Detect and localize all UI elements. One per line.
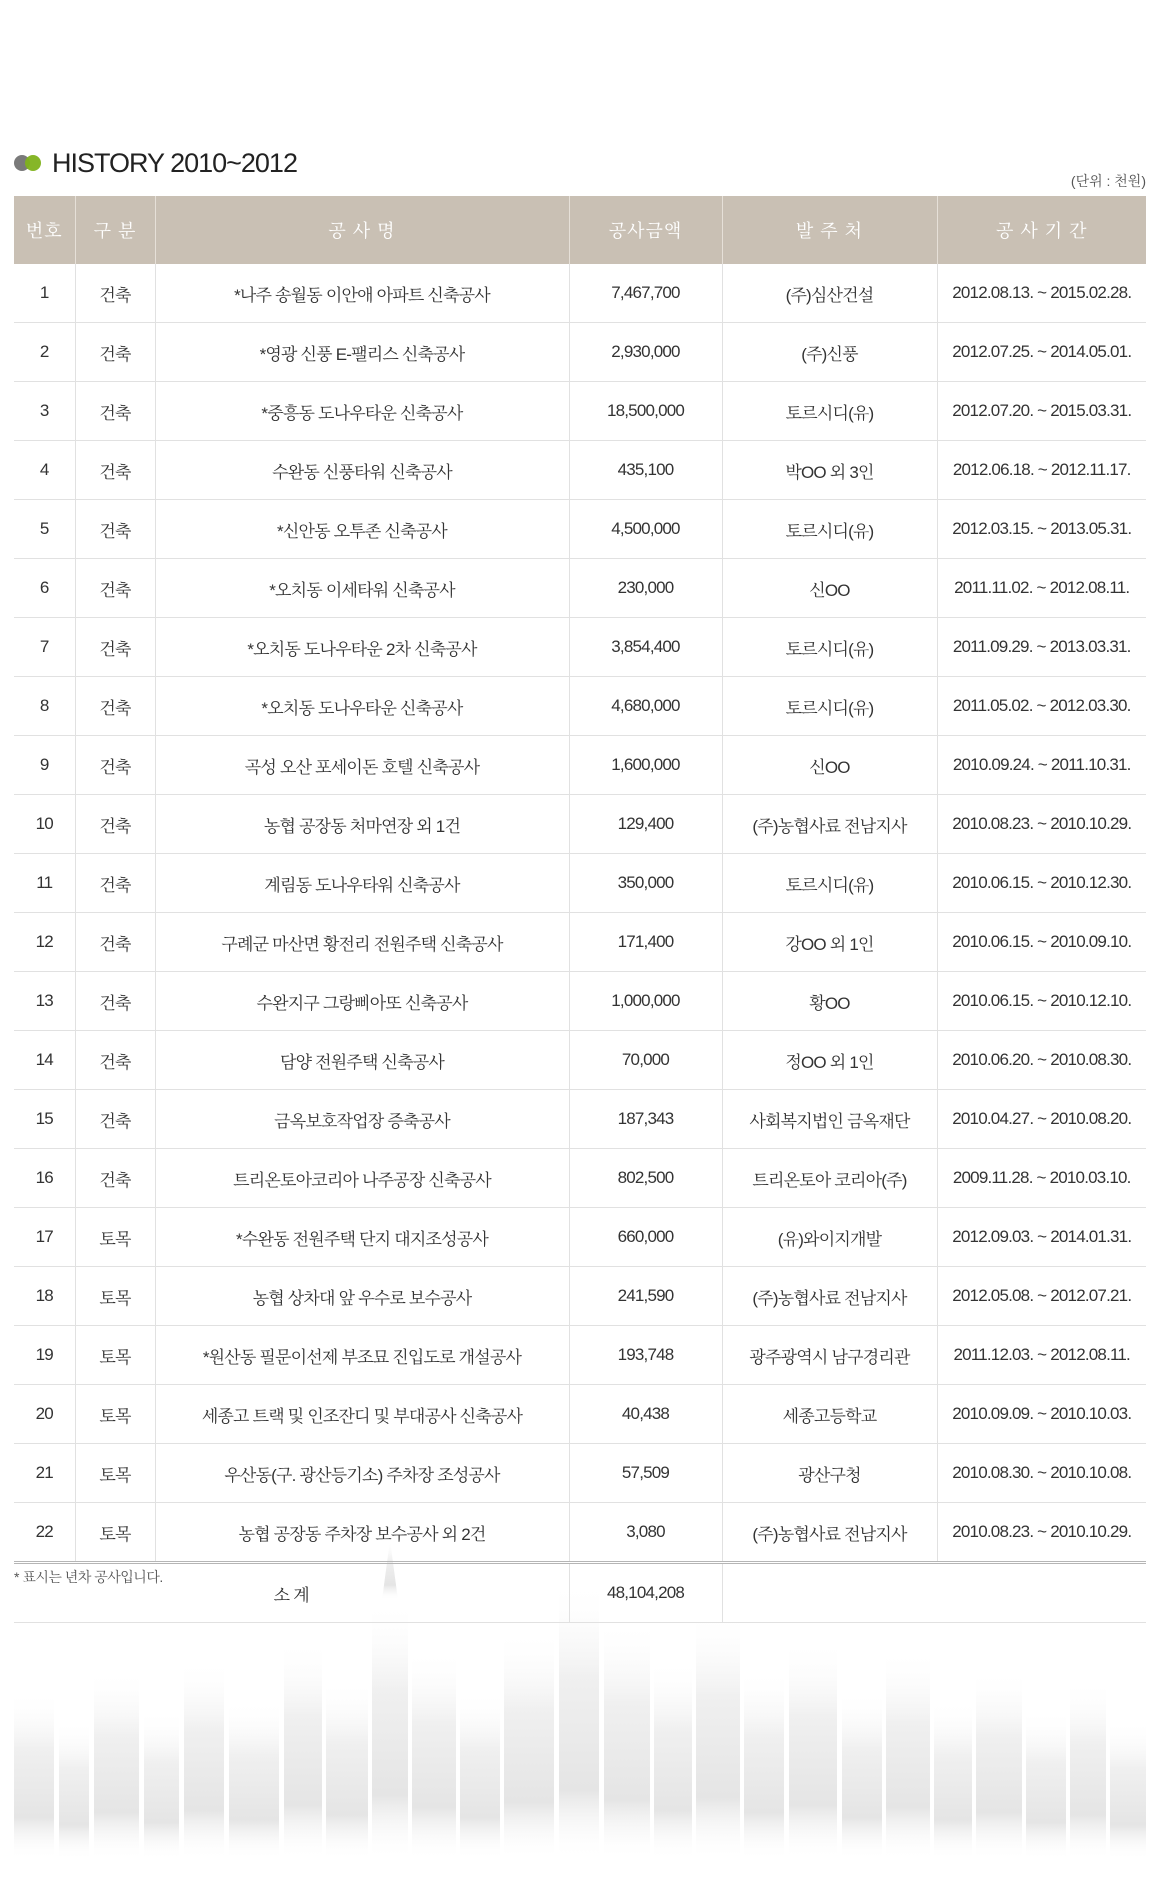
- cell-amount: 57,509: [569, 1444, 722, 1503]
- cell-project: *오치동 도나우타운 신축공사: [155, 677, 569, 736]
- cell-period: 2010.06.15. ~ 2010.12.30.: [937, 854, 1146, 913]
- table-row: [14, 1444, 1146, 1503]
- cell-amount: 40,438: [569, 1385, 722, 1444]
- cell-category: 건축: [75, 677, 155, 736]
- table-header: [14, 196, 1146, 264]
- cell-project: 수완동 신풍타워 신축공사: [155, 441, 569, 500]
- table-row: [14, 441, 1146, 500]
- cell-project: *영광 신풍 E-팰리스 신축공사: [155, 323, 569, 382]
- cell-period: 2010.06.20. ~ 2010.08.30.: [937, 1031, 1146, 1090]
- cell-client: (주)신풍: [722, 323, 937, 382]
- cell-no: 17: [14, 1208, 75, 1267]
- cell-no: 16: [14, 1149, 75, 1208]
- cell-no: 14: [14, 1031, 75, 1090]
- cell-client: 정OO 외 1인: [722, 1031, 937, 1090]
- cell-client: (주)농협사료 전남지사: [722, 1267, 937, 1326]
- title-prefix: HISTORY: [52, 147, 164, 178]
- cell-period: 2011.09.29. ~ 2013.03.31.: [937, 618, 1146, 677]
- cell-period: 2012.05.08. ~ 2012.07.21.: [937, 1267, 1146, 1326]
- table-row: [14, 382, 1146, 441]
- cell-period: 2012.06.18. ~ 2012.11.17.: [937, 441, 1146, 500]
- cell-client: (주)농협사료 전남지사: [722, 795, 937, 854]
- cell-amount: 129,400: [569, 795, 722, 854]
- cell-category: 건축: [75, 1031, 155, 1090]
- cell-category: 건축: [75, 854, 155, 913]
- cell-project: *수완동 전원주택 단지 대지조성공사: [155, 1208, 569, 1267]
- cell-project: 트리온토아코리아 나주공장 신축공사: [155, 1149, 569, 1208]
- cell-client: 토르시디(유): [722, 677, 937, 736]
- cell-project: 곡성 오산 포세이돈 호텔 신축공사: [155, 736, 569, 795]
- table-row: [14, 500, 1146, 559]
- table-row: [14, 559, 1146, 618]
- cell-amount: 70,000: [569, 1031, 722, 1090]
- cell-client: 트리온토아 코리아(주): [722, 1149, 937, 1208]
- cell-amount: 187,343: [569, 1090, 722, 1149]
- cell-no: 12: [14, 913, 75, 972]
- col-header-period: 공 사 기 간: [937, 196, 1146, 264]
- cell-period: 2010.04.27. ~ 2010.08.20.: [937, 1090, 1146, 1149]
- cell-category: 토목: [75, 1267, 155, 1326]
- cell-project: 세종고 트랙 및 인조잔디 및 부대공사 신축공사: [155, 1385, 569, 1444]
- table-row: [14, 1326, 1146, 1385]
- cell-project: 우산동(구. 광산등기소) 주차장 조성공사: [155, 1444, 569, 1503]
- cell-amount: 7,467,700: [569, 264, 722, 323]
- col-header-project: 공 사 명: [155, 196, 569, 264]
- section-title: [14, 146, 297, 180]
- cell-period: 2010.06.15. ~ 2010.12.10.: [937, 972, 1146, 1031]
- history-table: [14, 196, 1146, 1623]
- cell-client: 광주광역시 남구경리관: [722, 1326, 937, 1385]
- page-title: [52, 148, 297, 179]
- cell-project: *신안동 오투존 신축공사: [155, 500, 569, 559]
- cell-client: 토르시디(유): [722, 382, 937, 441]
- cell-no: 1: [14, 264, 75, 323]
- cell-no: 6: [14, 559, 75, 618]
- cell-category: 건축: [75, 795, 155, 854]
- cell-amount: 193,748: [569, 1326, 722, 1385]
- cell-project: 계림동 도나우타워 신축공사: [155, 854, 569, 913]
- cell-amount: 660,000: [569, 1208, 722, 1267]
- cell-no: 9: [14, 736, 75, 795]
- cell-project: *중흥동 도나우타운 신축공사: [155, 382, 569, 441]
- subtotal-empty: [722, 1563, 1146, 1623]
- cell-category: 건축: [75, 441, 155, 500]
- cell-no: 11: [14, 854, 75, 913]
- table-row: [14, 913, 1146, 972]
- cell-category: 건축: [75, 500, 155, 559]
- cell-period: 2011.05.02. ~ 2012.03.30.: [937, 677, 1146, 736]
- cell-amount: 4,680,000: [569, 677, 722, 736]
- cell-period: 2010.08.23. ~ 2010.10.29.: [937, 1503, 1146, 1563]
- table-row: [14, 1503, 1146, 1563]
- cell-client: 황OO: [722, 972, 937, 1031]
- table-row: [14, 1267, 1146, 1326]
- cell-category: 건축: [75, 382, 155, 441]
- cell-category: 건축: [75, 618, 155, 677]
- col-header-client: 발 주 처: [722, 196, 937, 264]
- cell-category: 건축: [75, 323, 155, 382]
- cell-project: *원산동 필문이선제 부조묘 진입도로 개설공사: [155, 1326, 569, 1385]
- cell-project: 수완지구 그랑삐아또 신축공사: [155, 972, 569, 1031]
- cell-client: 신OO: [722, 559, 937, 618]
- cell-amount: 230,000: [569, 559, 722, 618]
- cell-no: 4: [14, 441, 75, 500]
- cell-amount: 350,000: [569, 854, 722, 913]
- col-header-amount: 공사금액: [569, 196, 722, 264]
- cell-client: (주)심산건설: [722, 264, 937, 323]
- cell-amount: 4,500,000: [569, 500, 722, 559]
- cell-period: 2012.08.13. ~ 2015.02.28.: [937, 264, 1146, 323]
- unit-label: (단위 : 천원): [1070, 173, 1146, 189]
- cell-project: *오치동 이세타워 신축공사: [155, 559, 569, 618]
- cell-category: 건축: [75, 1090, 155, 1149]
- cell-project: 농협 상차대 앞 우수로 보수공사: [155, 1267, 569, 1326]
- cell-amount: 171,400: [569, 913, 722, 972]
- col-header-category: 구 분: [75, 196, 155, 264]
- cell-client: 토르시디(유): [722, 500, 937, 559]
- history-logo-icon: [14, 154, 44, 172]
- cell-no: 13: [14, 972, 75, 1031]
- cell-no: 2: [14, 323, 75, 382]
- cell-amount: 18,500,000: [569, 382, 722, 441]
- cell-period: 2012.07.25. ~ 2014.05.01.: [937, 323, 1146, 382]
- cell-category: 토목: [75, 1385, 155, 1444]
- cell-no: 18: [14, 1267, 75, 1326]
- cell-category: 토목: [75, 1208, 155, 1267]
- cell-client: 강OO 외 1인: [722, 913, 937, 972]
- cell-no: 19: [14, 1326, 75, 1385]
- table-row: [14, 736, 1146, 795]
- cell-amount: 802,500: [569, 1149, 722, 1208]
- table-row: [14, 323, 1146, 382]
- subtotal-row: [14, 1563, 1146, 1623]
- cell-period: 2012.07.20. ~ 2015.03.31.: [937, 382, 1146, 441]
- cell-client: 광산구청: [722, 1444, 937, 1503]
- cell-amount: 3,854,400: [569, 618, 722, 677]
- cell-amount: 1,600,000: [569, 736, 722, 795]
- cell-no: 15: [14, 1090, 75, 1149]
- cell-project: 금옥보호작업장 증축공사: [155, 1090, 569, 1149]
- title-range: 2010~2012: [170, 147, 297, 178]
- table-row: [14, 1385, 1146, 1444]
- cell-project: 구례군 마산면 황전리 전원주택 신축공사: [155, 913, 569, 972]
- cell-period: 2011.11.02. ~ 2012.08.11.: [937, 559, 1146, 618]
- table-row: [14, 1031, 1146, 1090]
- table-row: [14, 1149, 1146, 1208]
- cell-period: 2012.03.15. ~ 2013.05.31.: [937, 500, 1146, 559]
- table-row: [14, 1208, 1146, 1267]
- cell-client: (주)농협사료 전남지사: [722, 1503, 937, 1563]
- cell-category: 건축: [75, 972, 155, 1031]
- cell-client: 박OO 외 3인: [722, 441, 937, 500]
- cell-category: 토목: [75, 1326, 155, 1385]
- cell-period: 2012.09.03. ~ 2014.01.31.: [937, 1208, 1146, 1267]
- table-row: [14, 677, 1146, 736]
- cell-category: 건축: [75, 1149, 155, 1208]
- table-row: [14, 1090, 1146, 1149]
- cell-period: 2010.08.23. ~ 2010.10.29.: [937, 795, 1146, 854]
- cell-no: 10: [14, 795, 75, 854]
- cell-category: 건축: [75, 559, 155, 618]
- cell-category: 건축: [75, 913, 155, 972]
- cell-amount: 435,100: [569, 441, 722, 500]
- cell-project: *오치동 도나우타운 2차 신축공사: [155, 618, 569, 677]
- cell-no: 20: [14, 1385, 75, 1444]
- cell-amount: 3,080: [569, 1503, 722, 1563]
- cell-category: 토목: [75, 1444, 155, 1503]
- cell-project: 담양 전원주택 신축공사: [155, 1031, 569, 1090]
- cell-project: 농협 공장동 주차장 보수공사 외 2건: [155, 1503, 569, 1563]
- cell-category: 토목: [75, 1503, 155, 1563]
- cell-no: 3: [14, 382, 75, 441]
- cell-project: *나주 송월동 이안애 아파트 신축공사: [155, 264, 569, 323]
- cell-no: 5: [14, 500, 75, 559]
- subtotal-label: 소 계: [14, 1563, 569, 1623]
- cell-amount: 2,930,000: [569, 323, 722, 382]
- cell-amount: 1,000,000: [569, 972, 722, 1031]
- cell-period: 2009.11.28. ~ 2010.03.10.: [937, 1149, 1146, 1208]
- cell-client: 토르시디(유): [722, 618, 937, 677]
- table-row: [14, 795, 1146, 854]
- table-row: [14, 972, 1146, 1031]
- table-row: [14, 854, 1146, 913]
- cell-no: 7: [14, 618, 75, 677]
- cell-no: 21: [14, 1444, 75, 1503]
- cell-period: 2010.09.09. ~ 2010.10.03.: [937, 1385, 1146, 1444]
- cell-client: 토르시디(유): [722, 854, 937, 913]
- cell-client: 사회복지법인 금옥재단: [722, 1090, 937, 1149]
- cell-period: 2011.12.03. ~ 2012.08.11.: [937, 1326, 1146, 1385]
- cell-amount: 241,590: [569, 1267, 722, 1326]
- col-header-no: 번호: [14, 196, 75, 264]
- cell-category: 건축: [75, 736, 155, 795]
- cell-project: 농협 공장동 처마연장 외 1건: [155, 795, 569, 854]
- cell-client: (유)와이지개발: [722, 1208, 937, 1267]
- subtotal-amount: 48,104,208: [569, 1563, 722, 1623]
- table-body: [14, 264, 1146, 1623]
- cell-client: 신OO: [722, 736, 937, 795]
- cell-client: 세종고등학교: [722, 1385, 937, 1444]
- cell-period: 2010.06.15. ~ 2010.09.10.: [937, 913, 1146, 972]
- cell-no: 22: [14, 1503, 75, 1563]
- cell-category: 건축: [75, 264, 155, 323]
- footnote: * 표시는 년차 공사입니다.: [14, 1569, 163, 1585]
- cell-period: 2010.08.30. ~ 2010.10.08.: [937, 1444, 1146, 1503]
- table-row: [14, 618, 1146, 677]
- table-row: [14, 264, 1146, 323]
- cell-no: 8: [14, 677, 75, 736]
- cell-period: 2010.09.24. ~ 2011.10.31.: [937, 736, 1146, 795]
